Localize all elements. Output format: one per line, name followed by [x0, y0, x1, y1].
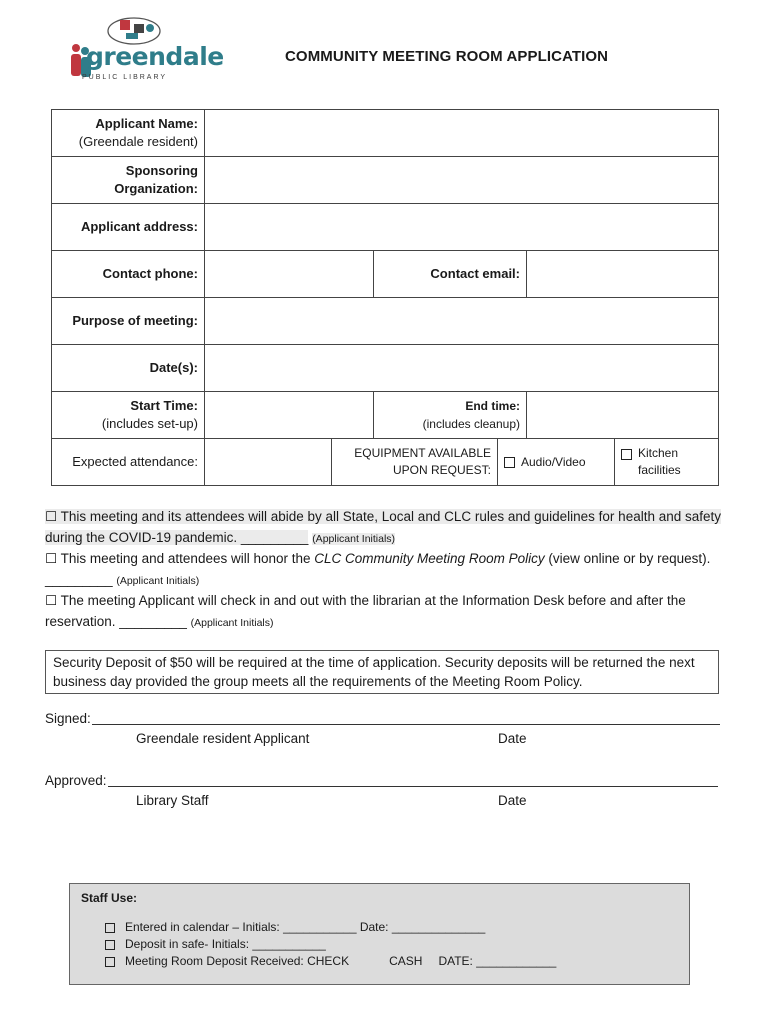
- application-form-table: [51, 109, 719, 486]
- staff-item-safe[interactable]: Deposit in safe- Initials: ___________: [105, 937, 326, 951]
- applicant-name-field[interactable]: [205, 110, 719, 157]
- contact-phone-field[interactable]: [205, 251, 374, 298]
- sponsoring-organization-label: Sponsoring Organization:: [52, 157, 205, 204]
- contact-email-field[interactable]: [527, 251, 719, 298]
- calendar-checkbox[interactable]: [105, 923, 115, 933]
- deposit-checkbox[interactable]: [105, 957, 115, 967]
- start-time-field[interactable]: [205, 392, 374, 439]
- library-logo: [68, 14, 224, 86]
- audio-video-option[interactable]: Audio/Video: [498, 439, 615, 485]
- page-title: COMMUNITY MEETING ROOM APPLICATION: [285, 48, 609, 65]
- contact-email-label: Contact email:: [374, 251, 527, 298]
- approved-line[interactable]: [108, 786, 718, 787]
- equipment-label: EQUIPMENT AVAILABLE UPON REQUEST:: [332, 439, 498, 485]
- policy-statement[interactable]: ☐ This meeting and attendees will honor the CLC Community Meeting Room Policy (view online or by request). _________ (Applicant Initials): [45, 551, 711, 587]
- start-time-label: Start Time: (includes set-up): [52, 392, 205, 439]
- signed-label: Signed:: [45, 711, 91, 726]
- approved-date-label: Date: [498, 793, 527, 808]
- signed-line[interactable]: [92, 724, 720, 725]
- logo-wordmark: greendale: [86, 42, 224, 71]
- applicant-address-field[interactable]: [205, 204, 719, 251]
- covid-statement[interactable]: ☐ This meeting and its attendees will abide by all State, Local and CLC rules and guidelines for health and safety during the COVID-19 pandemic. _________ (Applicant Initials): [45, 509, 722, 545]
- contact-phone-label: Contact phone:: [52, 251, 205, 298]
- kitchen-option[interactable]: Kitchen facilities: [615, 439, 719, 485]
- applicant-name-label: Applicant Name: (Greendale resident): [52, 110, 205, 157]
- sponsoring-organization-field[interactable]: [205, 157, 719, 204]
- checkin-statement[interactable]: ☐ The meeting Applicant will check in and out with the librarian at the Information Desk before and after the reservation. _________ (Applicant Initials): [45, 593, 686, 629]
- applicant-address-label: Applicant address:: [52, 204, 205, 251]
- attendance-field[interactable]: [205, 439, 332, 485]
- agreement-statements: [45, 507, 735, 633]
- resident-applicant-label: Greendale resident Applicant: [136, 731, 310, 746]
- approved-label: Approved:: [45, 773, 107, 788]
- staff-item-calendar[interactable]: Entered in calendar – Initials: ___________ Date: ______________: [105, 920, 485, 934]
- kitchen-checkbox[interactable]: [621, 449, 632, 460]
- signed-date-label: Date: [498, 731, 527, 746]
- dates-label: Date(s):: [52, 345, 205, 392]
- dates-field[interactable]: [205, 345, 719, 392]
- library-staff-label: Library Staff: [136, 793, 209, 808]
- staff-item-deposit[interactable]: Meeting Room Deposit Received: CHECK CASH DATE: ____________: [105, 954, 556, 968]
- audio-video-checkbox[interactable]: [504, 457, 515, 468]
- end-time-field[interactable]: [527, 392, 719, 439]
- staff-use-title: Staff Use:: [81, 891, 138, 905]
- attendance-label: Expected attendance:: [52, 439, 205, 486]
- purpose-label: Purpose of meeting:: [52, 298, 205, 345]
- purpose-field[interactable]: [205, 298, 719, 345]
- logo-subtitle: PUBLIC LIBRARY: [82, 74, 168, 81]
- safe-checkbox[interactable]: [105, 940, 115, 950]
- staff-use-box: [69, 883, 690, 985]
- security-deposit-notice: Security Deposit of $50 will be required at the time of application. Security deposits will be returned the next business day provided the group meets all the requirements of the Meeting Room Policy.: [45, 650, 719, 694]
- end-time-label: End time: (includes cleanup): [374, 392, 527, 439]
